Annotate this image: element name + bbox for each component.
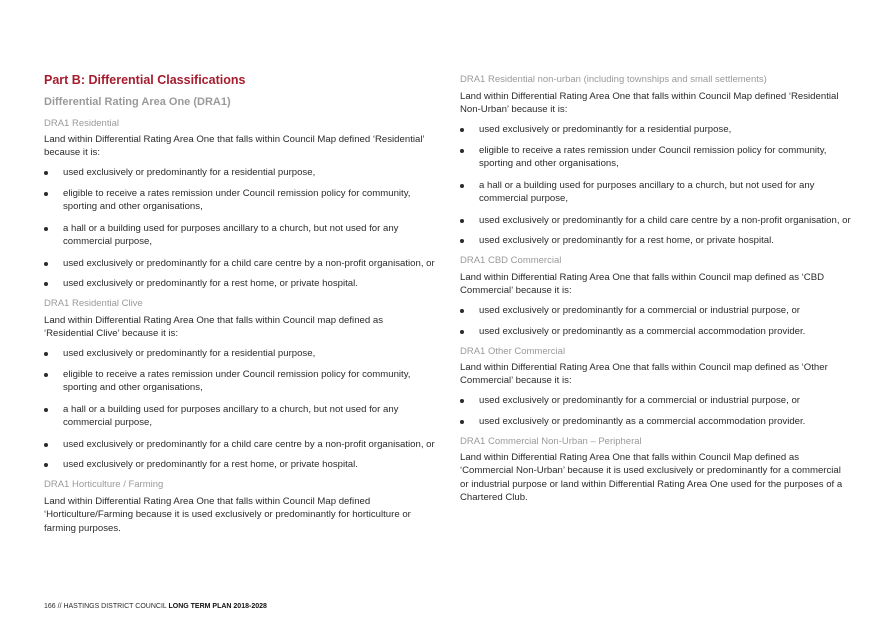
bullet-dot <box>44 352 48 356</box>
bullet-item: used exclusively or predominantly as a commercial accommodation provider. <box>460 325 850 338</box>
section-body: Land within Differential Rating Area One that falls within Council Map defined as ‘Commercial Non-Urban’ because it is used exclusively or predominantly for a commercial or industrial purpose or land within Differential Rating Area One used for the purposes of a Chartered Club. <box>460 452 843 504</box>
bullet-dot <box>460 309 464 313</box>
section-heading: DRA1 Residential non-urban (including townships and small settlements) <box>460 74 767 85</box>
section-heading: DRA1 CBD Commercial <box>460 255 562 266</box>
bullet-dot <box>460 184 464 188</box>
part-title: Part B: Differential Classifications <box>44 73 246 87</box>
bullet-item: used exclusively or predominantly for a child care centre by a non-profit organisation, or <box>44 257 439 270</box>
bullet-dot <box>460 330 464 334</box>
bullet-dot <box>44 463 48 467</box>
section-body: Land within Differential Rating Area One that falls within Council map defined as ‘Other Commercial’ because it is: <box>460 362 828 387</box>
bullet-item: eligible to receive a rates remission under Council remission policy for community, sporting and other organisations, <box>44 187 434 214</box>
bullet-dot <box>460 149 464 153</box>
footer-title: LONG TERM PLAN 2018-2028 <box>168 603 267 610</box>
bullet-dot <box>44 171 48 175</box>
section-body: Land within Differential Rating Area One that falls within Council map defined as ‘CBD Commercial’ because it is: <box>460 272 825 297</box>
bullet-dot <box>44 262 48 266</box>
section-heading: DRA1 Horticulture / Farming <box>44 479 164 490</box>
bullet-dot <box>44 227 48 231</box>
bullet-dot <box>44 443 48 447</box>
bullet-dot <box>460 239 464 243</box>
bullet-item: a hall or a building used for purposes ancillary to a church, but not used for any commercial purpose, <box>460 179 840 206</box>
bullet-dot <box>460 399 464 403</box>
bullet-item: used exclusively or predominantly for a residential purpose, <box>44 166 434 179</box>
bullet-item: used exclusively or predominantly for a commercial or industrial purpose, or <box>460 394 850 407</box>
bullet-dot <box>460 420 464 424</box>
section-heading: DRA1 Residential Clive <box>44 298 143 309</box>
bullet-item: used exclusively or predominantly for a commercial or industrial purpose, or <box>460 304 850 317</box>
section-heading: DRA1 Other Commercial <box>460 346 566 357</box>
bullet-item: used exclusively or predominantly for a rest home, or private hospital. <box>460 234 850 247</box>
bullet-item: used exclusively or predominantly as a commercial accommodation provider. <box>460 415 850 428</box>
section-body: Land within Differential Rating Area One that falls within Council Map defined ‘Horticulture/Farming because it is used exclusively or predominantly for horticulture or farming purposes. <box>44 496 411 534</box>
bullet-dot <box>44 192 48 196</box>
bullet-dot <box>44 282 48 286</box>
page-footer <box>44 603 267 610</box>
bullet-dot <box>44 408 48 412</box>
bullet-dot <box>460 219 464 223</box>
bullet-item: used exclusively or predominantly for a rest home, or private hospital. <box>44 458 434 471</box>
bullet-dot <box>460 128 464 132</box>
bullet-item: eligible to receive a rates remission under Council remission policy for community, sporting and other organisations, <box>460 144 840 171</box>
section-body: Land within Differential Rating Area One that falls within Council Map defined ‘Residential Non-Urban’ because it is: <box>460 91 839 116</box>
bullet-item: used exclusively or predominantly for a rest home, or private hospital. <box>44 277 434 290</box>
section-heading: DRA1 Commercial Non-Urban – Peripheral <box>460 436 642 447</box>
area-title: Differential Rating Area One (DRA1) <box>44 96 231 108</box>
bullet-item: used exclusively or predominantly for a child care centre by a non-profit organisation, or <box>44 438 439 451</box>
section-body: Land within Differential Rating Area One that falls within Council map defined as ‘Residential Clive’ because it is: <box>44 315 383 340</box>
bullet-dot <box>44 373 48 377</box>
bullet-item: used exclusively or predominantly for a residential purpose, <box>44 347 434 360</box>
section-heading: DRA1 Residential <box>44 118 119 129</box>
bullet-item: eligible to receive a rates remission under Council remission policy for community, sporting and other organisations, <box>44 368 434 395</box>
bullet-item: used exclusively or predominantly for a residential purpose, <box>460 123 850 136</box>
bullet-item: used exclusively or predominantly for a child care centre by a non-profit organisation, or <box>460 214 860 227</box>
section-body: Land within Differential Rating Area One that falls within Council Map defined ‘Residential’ because it is: <box>44 134 425 159</box>
footer-prefix: 166 // HASTINGS DISTRICT COUNCIL <box>44 603 169 610</box>
bullet-item: a hall or a building used for purposes ancillary to a church, but not used for any commercial purpose, <box>44 222 434 249</box>
bullet-item: a hall or a building used for purposes ancillary to a church, but not used for any commercial purpose, <box>44 403 434 430</box>
